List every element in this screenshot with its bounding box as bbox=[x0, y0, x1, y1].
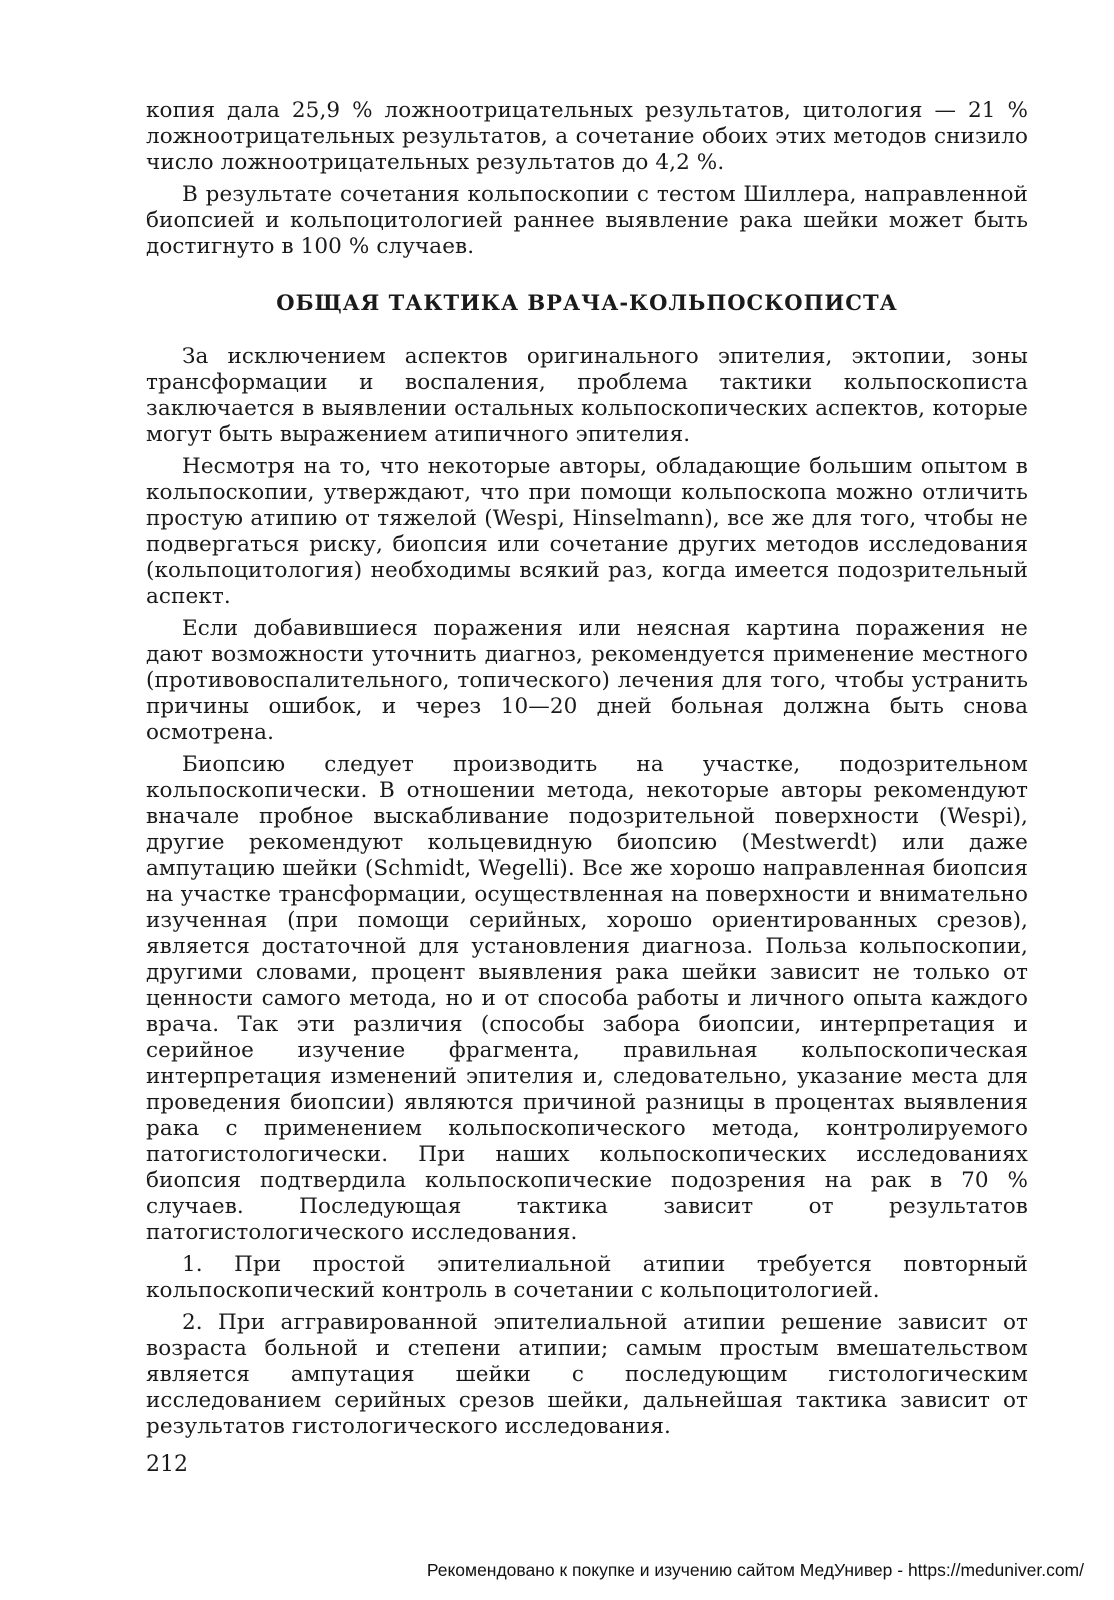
page-number: 212 bbox=[146, 1452, 188, 1477]
paragraph-authors-opinion: Несмотря на то, что некоторые авторы, обладающие большим опытом в кольпоскопии, утверждают, что при помощи кольпоскопа можно отличить простую атипию от тяжелой (Wespi, Hinselmann), все же для того, чтобы не подвергаться риску, биопсия или сочетание других методов исследования (кольпоцитология) необходимы всякий раз, когда имеется подозрительный аспект. bbox=[146, 454, 1028, 609]
paragraph-tactics-problem: За исключением аспектов оригинального эпителия, эктопии, зоны трансформации и воспаления, проблема тактики кольпоскописта заключается в выявлении остальных кольпоскопических аспектов, которые могут быть выражением атипичного эпителия. bbox=[146, 344, 1028, 447]
footer-recommendation: Рекомендовано к покупке и изучению сайтом МедУнивер - https://meduniver.com/ bbox=[426, 1560, 1084, 1580]
list-item-simple-atypia: 1. При простой эпителиальной атипии требуется повторный кольпоскопический контроль в сочетании с кольпоцитологией. bbox=[146, 1252, 1028, 1303]
paragraph-continued: копия дала 25,9 % ложноотрицательных результатов, цитология — 21 % ложноотрицательных результатов, а сочетание обоих этих методов снизило число ложноотрицательных результатов до 4,2 %. bbox=[146, 98, 1028, 175]
page-body bbox=[146, 98, 1028, 1440]
paragraph-local-treatment: Если добавившиеся поражения или неясная картина поражения не дают возможности уточнить диагноз, рекомендуется применение местного (противовоспалительного, топического) лечения для того, чтобы устранить причины ошибок, и через 10—20 дней больная должна быть снова осмотрена. bbox=[146, 616, 1028, 745]
list-item-aggravated-atypia: 2. При аггравированной эпителиальной атипии решение зависит от возраста больной и степени атипии; самым простым вмешательством является ампутация шейки с последующим гистологическим исследованием серийных срезов шейки, дальнейшая тактика зависит от результатов гистологического исследования. bbox=[146, 1310, 1028, 1439]
section-heading: ОБЩАЯ ТАКТИКА ВРАЧА-КОЛЬПОСКОПИСТА bbox=[276, 290, 898, 315]
paragraph-early-detection: В результате сочетания кольпоскопии с тестом Шиллера, направленной биопсией и кольпоцитологией раннее выявление рака шейки может быть достигнуто в 100 % случаев. bbox=[146, 182, 1028, 259]
paragraph-biopsy-method: Биопсию следует производить на участке, подозрительном кольпоскопически. В отношении метода, некоторые авторы рекомендуют вначале пробное выскабливание подозрительной поверхности (Wespi), другие рекомендуют кольцевидную биопсию (Mestwerdt) или даже ампутацию шейки (Schmidt, Wegelli). Все же хорошо направленная биопсия на участке трансформации, осуществленная на поверхности и внимательно изученная (при помощи серийных, хорошо ориентированных срезов), является достаточной для установления диагноза. Польза кольпоскопии, другими словами, процент выявления рака шейки зависит не только от ценности самого метода, но и от способа работы и личного опыта каждого врача. Так эти различия (способы забора биопсии, интерпретация и серийное изучение фрагмента, правильная кольпоскопическая интерпретация изменений эпителия и, следовательно, указание места для проведения биопсии) являются причиной разницы в процентах выявления рака с применением кольпоскопического метода, контролируемого патогистологически. При наших кольпоскопических исследованиях биопсия подтвердила кольпоскопические подозрения на рак в 70 % случаев. Последующая тактика зависит от результатов патогистологического исследования. bbox=[146, 752, 1028, 1245]
